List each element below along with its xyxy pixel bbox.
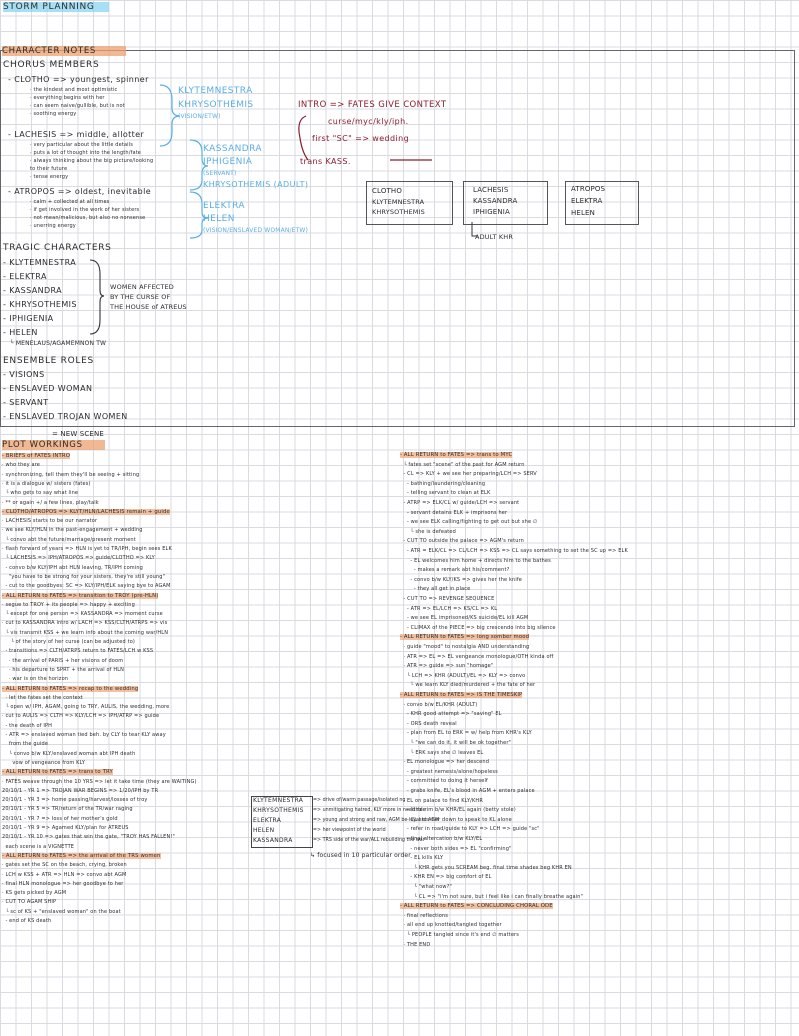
plot-line: - EL kills KLY xyxy=(400,855,444,862)
plot-line: └ open w/ IPH, AGAM, going to TRY, AULIS, the wedding, more xyxy=(2,704,170,711)
plot-line: · who they are xyxy=(2,462,41,469)
plot-line: 20/10/1 - YR 7 => loss of her mother's gold xyxy=(2,815,118,822)
group3-name: ELEKTRA xyxy=(203,201,245,211)
box-text: ATROPOS xyxy=(571,185,606,193)
plot-line: · ATR => guide => sun "homage" xyxy=(400,663,494,670)
plot-line: · EL monologue => her descend xyxy=(400,759,490,766)
plot-line: "you have to be strong for your sisters, they're still young" xyxy=(2,573,166,580)
tragic-note: WOMEN AFFECTED xyxy=(110,283,174,291)
group3-name: HELEN xyxy=(203,214,235,224)
years-character-name: KASSANDRA xyxy=(253,837,293,844)
plot-line: · we see KLY/HLN in the past-engagement + wedding xyxy=(2,527,143,534)
plot-line: - end of KS death xyxy=(2,918,52,924)
plot-line: └ convo b/w KLY/enslaved woman abt IPH death xyxy=(2,750,136,757)
tragic-item: - KLYTEMNESTRA xyxy=(3,258,77,267)
box-text: CLOTHO xyxy=(372,187,402,195)
box-text: KLYTEMNESTRA xyxy=(372,198,425,206)
plot-line: · KS gets picked by AGM xyxy=(2,890,67,897)
tragic-heading: TRAGIC CHARACTERS xyxy=(3,243,112,253)
plot-line: · his departure to SPRT + the arrival of HLN xyxy=(2,666,125,673)
ensemble-heading: ENSEMBLE ROLES xyxy=(3,356,94,366)
section-heading: - ALL RETURN to FATES => trans to TRY xyxy=(2,769,113,776)
section-heading: - BRIEFS of FATES INTRO xyxy=(2,453,71,459)
plot-line: - cut to the goodbyes: SC => KLY/IPH/ELK saying bye to AGAM xyxy=(2,583,171,590)
plot-line: - the death of IPH xyxy=(2,722,53,729)
ensemble-item: - ENSLAVED TROJAN WOMEN xyxy=(3,412,128,421)
plot-line: · final reflections xyxy=(400,912,449,919)
plot-line: each scene is a VIGNETTE xyxy=(2,843,75,850)
section-heading: - ALL RETURN to FATES => the arrival of the TRS women xyxy=(2,852,161,859)
atropos-note: · calm + collected at all times xyxy=(30,199,110,205)
page-title: STORM PLANNING xyxy=(3,2,109,12)
plot-line: - we see ELK calling/fighting to get out but she ∅ xyxy=(400,519,538,526)
group2-name: IPHIGENIA xyxy=(203,157,253,167)
plot-line: └ we learn KLY died/murdered + the fate of her xyxy=(400,682,536,689)
adult-connector xyxy=(470,222,480,240)
clotho-note: · soothing energy xyxy=(30,111,77,117)
plot-line: - CUT TO => REVENGE SEQUENCE xyxy=(400,596,495,602)
clotho-note: · the kindest and most optimistic xyxy=(30,87,118,93)
plot-line: - they all get in place xyxy=(400,586,471,593)
atropos-line: - ATROPOS => oldest, inevitable xyxy=(8,187,152,196)
plot-line: └ she is defeated xyxy=(400,528,456,535)
plot-line: - KHR EN => big comfort of EL xyxy=(400,874,492,881)
plot-line: └ LCH => KHR (ADULT)/EL => KLY => convo xyxy=(400,672,526,679)
plot-line: - greatest nemesis/alone/hopeless xyxy=(400,768,498,775)
adult-khr-label: ADULT KHR xyxy=(475,233,513,241)
tragic-brace xyxy=(86,258,106,338)
plot-line: · FATES weave through the 10 YRS => let it take time (they are WAITING) xyxy=(2,778,197,785)
plot-line: from the guide xyxy=(2,741,49,748)
plot-line: - grabs knife, EL's blood in AGM + enters palace xyxy=(400,788,535,794)
plot-line: · war is on the horizon xyxy=(2,676,69,683)
plot-line: · synchronizing, tell them they'll be seeing + sitting xyxy=(2,471,140,478)
tragic-note: BY THE CURSE OF xyxy=(110,293,171,301)
plot-line: · cut to KASSANDRA intro w/ LACH => KSS/CLTH/ATRPS => vis xyxy=(2,620,168,627)
plot-line: - bathing/laundering/cleaning xyxy=(400,480,486,487)
section-heading: - ALL RETURN to FATES => transition to TROY (pre-HLN) xyxy=(2,592,159,599)
plot-line: - ATR => EL/LCH => KS/CL => KL xyxy=(400,605,498,612)
tragic-item: - HELEN xyxy=(3,328,38,337)
plot-line: - little rim b/w KHR/EL again (betty stole) xyxy=(400,807,516,814)
years-character-note: => her viewpoint of the world xyxy=(313,828,386,833)
atropos-note: · not mean/malicious, but also no nonsense xyxy=(30,215,146,221)
tragic-item: - KHRYSOTHEMIS xyxy=(3,300,77,309)
plot-line: · EL on palace to find KLY/KHR xyxy=(400,797,483,804)
plot-line: · LCH w KSS + ATR => HLN => convo abt AGM xyxy=(2,871,127,878)
intro-line: first "SC" => wedding xyxy=(312,134,410,143)
plot-line: - we see EL imprisoned/KS suicide/EL kill AGM xyxy=(400,615,529,622)
plot-line: └ sc of KS + "enslaved woman" on the boat xyxy=(2,908,121,915)
group1-name: KHRYSOTHEMIS xyxy=(178,100,254,110)
chorus-heading: CHORUS MEMBERS xyxy=(3,60,100,70)
plot-line: 20/10/1 - YR 10 => gates that win the gate, "TROY HAS FALLEN!" xyxy=(2,834,175,841)
tragic-note: THE HOUSE of ATREUS xyxy=(110,303,187,311)
plot-line: - convo b/w KLY/IPH abt HLN leaving, TR/IPH coming xyxy=(2,564,143,571)
box-text: KASSANDRA xyxy=(473,197,518,205)
intro-bracket xyxy=(292,112,442,168)
clotho-line: - CLOTHO => youngest, spinner xyxy=(8,75,149,84)
plot-line: · guide "mood" to nostalgia AND understanding xyxy=(400,644,530,650)
intro-line: INTRO => FATES GIVE CONTEXT xyxy=(298,100,447,110)
tragic-item: └ MENELAUS/AGAMEMNON TW xyxy=(10,340,107,347)
clotho-note: · everything begins with her xyxy=(30,95,105,101)
plot-line: · let the fates set the context xyxy=(2,694,84,701)
plot-line: - telling servant to clean at ELK xyxy=(400,490,491,497)
years-character-name: KLYTEMNESTRA xyxy=(253,797,304,804)
plot-workings-heading: PLOT WORKINGS xyxy=(2,440,105,450)
plot-line: └ "what now?" xyxy=(400,884,452,890)
lachesis-note: · tense energy xyxy=(30,174,69,180)
plot-line: - never both sides => EL "confirming" xyxy=(400,845,512,852)
section-heading: - ALL RETURN to FATES => recap to the wedding xyxy=(2,685,139,692)
plot-line: - CL => KLY + we see her preparing/LCH => SERV xyxy=(400,471,537,478)
plot-line: · gates set the SC on the beach, crying, broken xyxy=(2,862,127,869)
plot-line: └ convo abt the future/marriage/present moment xyxy=(2,536,136,543)
plot-line: · THE END xyxy=(400,941,431,948)
plot-line: └ who gets to say what line xyxy=(2,490,79,497)
plot-line: - final altercation b/w KLY/EL xyxy=(400,836,483,842)
plot-line: · it is a dialogue w/ sisters (fates) xyxy=(2,480,91,487)
intro-line: trans KASS. xyxy=(300,157,351,166)
plot-line: - ATR => enslaved woman tied beh. by CLY to tear KLY away xyxy=(2,732,166,738)
plot-line: - makes a remark abt his/comment? xyxy=(400,567,510,574)
box-text: HELEN xyxy=(571,209,595,217)
years-character-note: => young and strong and raw, AGM be loyal to AGM xyxy=(313,818,440,823)
group2-name: KASSANDRA xyxy=(203,144,262,154)
years-character-note: => drive of/warm passage/isolated ng xyxy=(313,798,406,803)
plot-line: - convo b/w KLY/KS => gives her the knife xyxy=(400,576,523,583)
plot-line: - committed to doing it herself xyxy=(400,778,488,785)
ensemble-item: - SERVANT xyxy=(3,398,49,407)
plot-line: · ** or again +/ a few lines, play/talk xyxy=(2,499,99,506)
plot-line: - plan from EL to ERK = w/ help from KHR's KLY xyxy=(400,730,532,737)
group3-note: (VISION/ENSLAVED WOMAN/ETW) xyxy=(203,227,308,234)
years-character-name: KHRYSOTHEMIS xyxy=(253,807,304,814)
box-text: LACHESIS xyxy=(473,186,509,194)
plot-line: · flash forward of years => HLN is yet to TR/IPH, begin sees ELK xyxy=(2,546,172,552)
years-tag: ↳ focused in 10 particular order xyxy=(310,852,411,859)
plot-line: 20/10/1 - YR 9 => Agamed KLY/plan for ATREUS xyxy=(2,825,129,831)
lachesis-note: · puts a lot of thought into the length/fate xyxy=(30,150,142,156)
atropos-note: · unerring energy xyxy=(30,223,76,229)
tragic-item: - ELEKTRA xyxy=(3,272,47,281)
plot-line: └ except for one person => KASSANDRA => moment curse xyxy=(2,611,163,618)
group2-note: (SERVANT) xyxy=(203,170,237,177)
ensemble-item: - ENSLAVED WOMAN xyxy=(3,384,93,393)
group2-name: KHRYSOTHEMIS (ADULT) xyxy=(203,180,309,189)
plot-line: - ATR = ELK/CL => CL/LCH => KSS => CL says something to set the SC up => ELK xyxy=(400,548,628,554)
years-character-name: HELEN xyxy=(253,827,275,834)
section-heading: - CLOTHO/ATROPOS => KLYT/HLN/LACHESIS remain + guide xyxy=(2,508,170,515)
plot-line: └ "we can do it, it will be ok together" xyxy=(400,740,512,746)
plot-line: └ KHR gets you SCREAM beg. final time shades beg KHR EN xyxy=(400,864,572,871)
plot-line: - ATRP => ELK/CL w/ guide/LCH => servant xyxy=(400,500,520,506)
plot-line: 20/10/1 - YR 5 => TR/return of the TR/war raging xyxy=(2,806,133,813)
plot-line: · LACHESIS starts to be our narrator xyxy=(2,518,98,525)
plot-line: 20/10/1 - YR 1 => TROJAN WAR BEGINS => 1/20/IPH by TR xyxy=(2,787,159,794)
plot-line: └ ERK says she ∅ leaves EL xyxy=(400,749,484,756)
plot-line: · cut to AULIS => CLTH => KLY/LCH => IPH/ATRP => guide xyxy=(2,713,160,720)
intro-line: curse/myc/kly/iph. xyxy=(328,117,409,126)
lachesis-note: · very particular about the little details xyxy=(30,142,133,148)
lachesis-note: to their future xyxy=(30,166,68,172)
character-notes-heading: CHARACTER NOTES xyxy=(2,46,126,56)
years-character-note: => TRS side of the war/ALL rebuilding the war xyxy=(313,838,425,843)
plot-line: · convo b/w EL/KHR (ADULT) xyxy=(400,701,478,708)
plot-line: - CUT TO outside the palace => AGM's return xyxy=(400,538,524,545)
plot-line: · the arrival of PARIS + her visions of doom xyxy=(2,657,124,664)
plot-line: └ fates set "scene" of the past for AGM return xyxy=(400,461,525,468)
plot-line: - CLIMAX of the PIECE => big crescendo into big silence xyxy=(400,624,556,631)
plot-line: · final HLN monologue => her goodbye to her xyxy=(2,880,124,887)
box-text: KHRYSOTHEMIS xyxy=(372,208,425,216)
section-heading: - ALL RETURN to FATES => long somber mood xyxy=(400,634,530,641)
plot-line: · segue to TROY + its people => happy + exciting xyxy=(2,601,135,608)
section-heading: - ALL RETURN to FATES => CONCLUDING CHORAL ODE xyxy=(400,903,553,910)
plot-line: · all end up knotted/tangled together xyxy=(400,922,502,929)
plot-line: - transitions => CLTH/ATRPS return to FATES/LCH w KSS xyxy=(2,648,154,655)
ensemble-item: - VISIONS xyxy=(3,370,45,379)
years-character-name: ELEKTRA xyxy=(253,817,282,824)
plot-line: 20/10/1 - YR 3 => home passing/harvest/losses of troy xyxy=(2,797,148,804)
plot-line: - KHR good attempt => "saving" EL xyxy=(400,711,502,718)
plot-line: └ PEOPLE tangled since it's end ∅ matters xyxy=(400,932,520,938)
plot-line: vow of vengeance from KLY xyxy=(2,759,86,766)
section-heading: - ALL RETURN to FATES => IS THE TIMESKIP xyxy=(400,692,523,698)
plot-line: └ CL => "i'm not sure, but i feel like i can finally breathe again" xyxy=(400,893,584,900)
tragic-item: - IPHIGENIA xyxy=(3,314,54,323)
plot-line: - refer in road/guide to KLY => LCH => guide "sc" xyxy=(400,826,540,833)
box-text: IPHIGENIA xyxy=(473,208,510,216)
box-text: ELEKTRA xyxy=(571,197,603,205)
plot-line: - servant detains ELK + imprisons her xyxy=(400,509,508,516)
plot-line: - EL welcomes him home + directs him to the bathes xyxy=(400,557,551,564)
lachesis-note: · always thinking about the big picture/looking xyxy=(30,158,154,164)
section-heading: - ALL RETURN to FATES => trans to MYC xyxy=(400,452,513,458)
plot-line: └ vis transmit KSS + we learn info about the coming war/HLN xyxy=(2,629,169,636)
lachesis-line: - LACHESIS => middle, allotter xyxy=(8,130,145,139)
plot-line: · CUT TO AGAM SHIP xyxy=(2,899,57,906)
plot-line: └ LACHESIS => IPH/ATROPOS => guide/CLOTHO => KLY xyxy=(2,555,155,562)
plot-line: - CL sets her down to speak to KL alone xyxy=(400,816,512,823)
plot-line: · ATR => EL => EL vengeance monologue/OTH kinda off xyxy=(400,653,554,660)
atropos-note: · if get involved in the work of her sisters xyxy=(30,207,140,213)
new-scene-legend: = NEW SCENE xyxy=(52,430,104,438)
group1-note: (VISION/ETW) xyxy=(178,113,221,120)
tragic-item: - KASSANDRA xyxy=(3,286,63,295)
group1-name: KLYTEMNESTRA xyxy=(178,86,253,96)
plot-line: └ of the story of her curse (can be adjusted to) xyxy=(2,639,136,645)
plot-line: - ORS death reveal xyxy=(400,720,457,727)
years-character-note: => unmitigating hatred, KLY more in need role xyxy=(313,808,426,813)
clotho-note: · can seem naive/gullible, but is not xyxy=(30,103,125,109)
